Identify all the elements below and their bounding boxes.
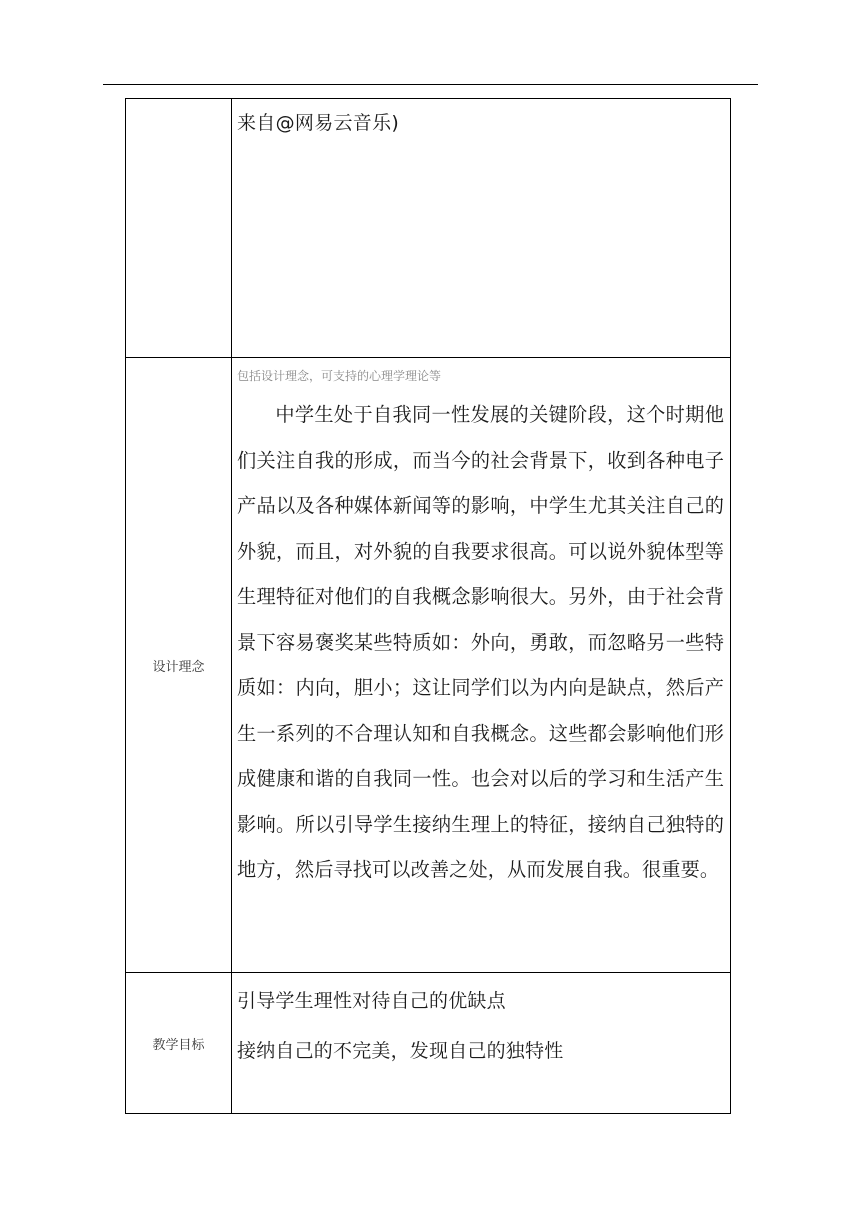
design-concept-paragraph: 中学生处于自我同一性发展的关键阶段，这个时期他们关注自我的形成，而当今的社会背景下，收到各种电子产品以及各种媒体新闻等的影响，中学生尤其关注自己的外貌，而且，对外貌的自我要求很高。可以说外貌体型等生理特征对他们的自我概念影响很大。另外，由于社会背景下容易褒奖某些特质如：外向，勇敢，而忽略另一些特质如：内向，胆小；这让同学们以为内向是缺点，然后产生一系列的不合理认知和自我概念。这些都会影响他们形成健康和谐的自我同一性。也会对以后的学习和生活产生影响。所以引导学生接纳生理上的特征，接纳自己独特的地方，然后寻找可以改善之处，从而发展自我。很重要。 — [237, 403, 724, 881]
row-label-empty — [126, 99, 232, 358]
source-continuation-text: 来自@网易云音乐) — [237, 112, 400, 134]
table-row — [126, 973, 731, 1114]
teaching-goal-item: 接纳自己的不完美，发现自己的独特性 — [237, 1040, 564, 1062]
teaching-goal-item: 引导学生理性对待自己的优缺点 — [237, 990, 506, 1012]
row-label-teaching-goals: 教学目标 — [126, 973, 232, 1114]
row-content-cell — [232, 358, 731, 973]
row-content-cell — [232, 973, 731, 1114]
lesson-plan-table — [125, 98, 731, 1114]
design-concept-hint: 包括设计理念，可支持的心理学理论等 — [237, 369, 442, 383]
row-label-design-concept: 设计理念 — [126, 358, 232, 973]
row-content-cell — [232, 99, 731, 358]
table-row — [126, 99, 731, 358]
table-row — [126, 358, 731, 973]
header-rule — [103, 84, 758, 85]
